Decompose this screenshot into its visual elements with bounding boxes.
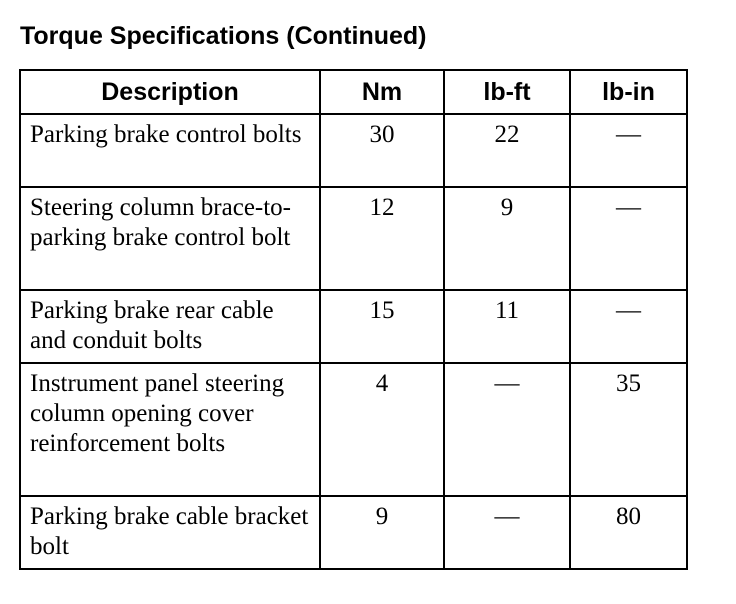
row-nm: 9 bbox=[320, 496, 444, 569]
table-row bbox=[20, 187, 687, 290]
table-row bbox=[20, 496, 687, 569]
table-row bbox=[20, 114, 687, 187]
torque-spec-table bbox=[19, 69, 688, 570]
row-nm: 15 bbox=[320, 290, 444, 363]
column-header-lb-ft: lb-ft bbox=[444, 70, 570, 114]
row-lb-ft: — bbox=[444, 496, 570, 569]
row-lb-in: — bbox=[570, 290, 687, 363]
row-lb-in: 35 bbox=[570, 363, 687, 496]
row-lb-ft: 11 bbox=[444, 290, 570, 363]
row-lb-ft: 22 bbox=[444, 114, 570, 187]
row-lb-in: — bbox=[570, 187, 687, 290]
row-description: Parking brake rear cable and conduit bolts bbox=[20, 290, 320, 363]
row-description: Instrument panel steering column opening cover reinforcement bolts bbox=[20, 363, 320, 496]
row-lb-ft: 9 bbox=[444, 187, 570, 290]
row-nm: 4 bbox=[320, 363, 444, 496]
row-nm: 12 bbox=[320, 187, 444, 290]
row-description: Steering column brace-to-parking brake control bolt bbox=[20, 187, 320, 290]
row-lb-in: — bbox=[570, 114, 687, 187]
table-row bbox=[20, 290, 687, 363]
row-description: Parking brake control bolts bbox=[20, 114, 320, 187]
table-row bbox=[20, 363, 687, 496]
column-header-lb-in: lb-in bbox=[570, 70, 687, 114]
row-lb-ft: — bbox=[444, 363, 570, 496]
page-title: Torque Specifications (Continued) bbox=[20, 22, 427, 50]
column-header-description: Description bbox=[20, 70, 320, 114]
row-description: Parking brake cable bracket bolt bbox=[20, 496, 320, 569]
row-lb-in: 80 bbox=[570, 496, 687, 569]
column-header-nm: Nm bbox=[320, 70, 444, 114]
row-nm: 30 bbox=[320, 114, 444, 187]
table-header-row bbox=[20, 70, 687, 114]
